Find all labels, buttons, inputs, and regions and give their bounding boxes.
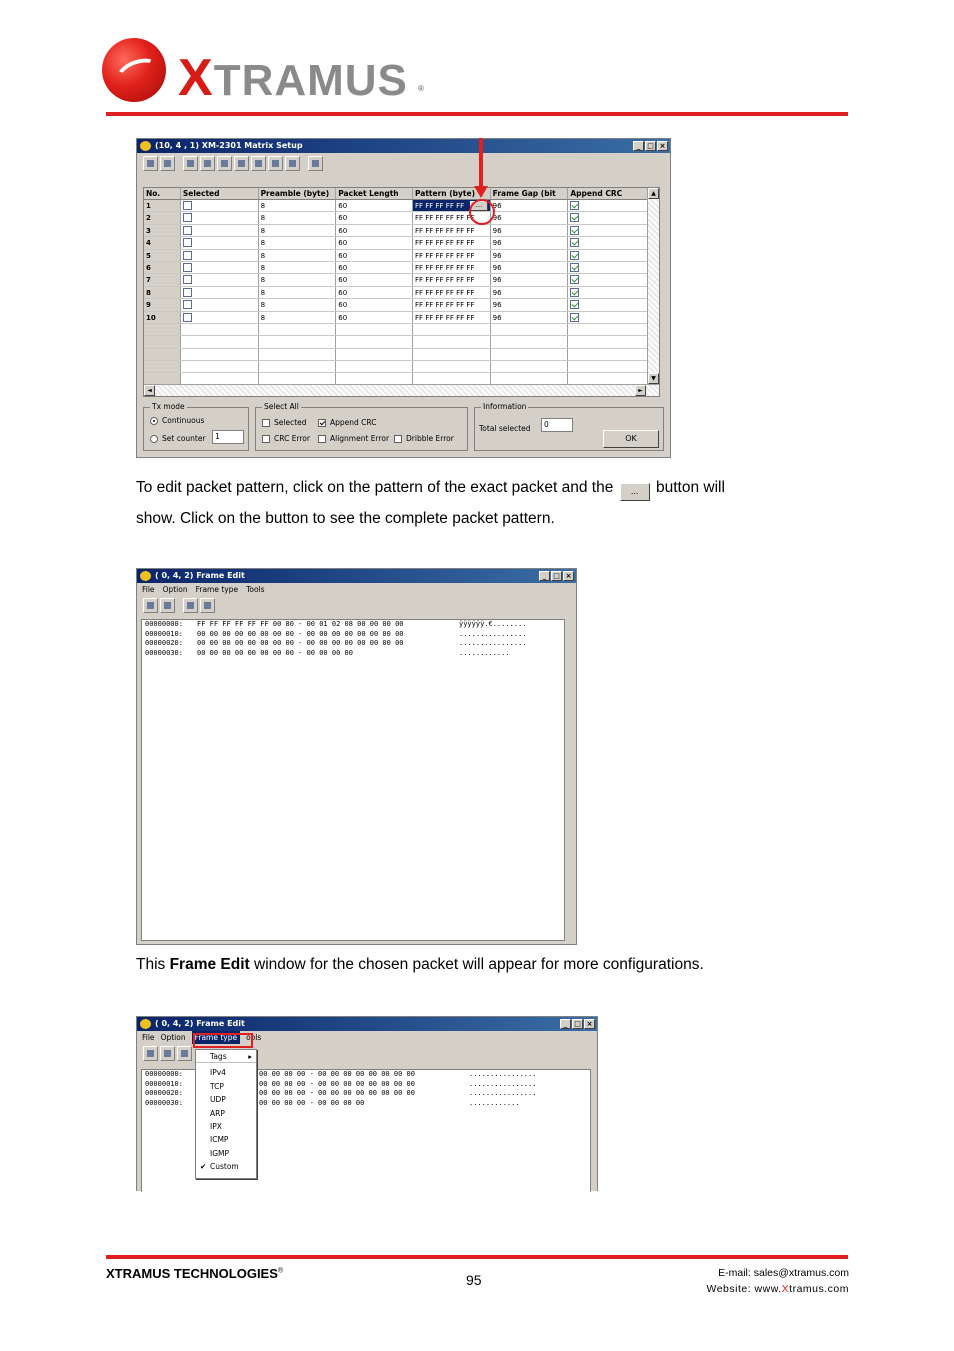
hex-address: 00000010: [145, 629, 183, 638]
row-select-checkbox[interactable] [183, 238, 192, 247]
gap-cell[interactable]: 96 [491, 262, 569, 273]
gap-cell[interactable]: 96 [491, 200, 569, 211]
length-cell[interactable]: 60 [336, 250, 413, 261]
append-crc-cell[interactable] [568, 212, 659, 223]
menu-frame-type[interactable]: Frame type [192, 1031, 241, 1044]
gap-cell[interactable]: 96 [491, 225, 569, 236]
pattern-cell[interactable]: FF FF FF FF FF FF [413, 250, 491, 261]
frame-edit-title: ( 0, 4, 2) Frame Edit [155, 571, 245, 580]
pattern-cell[interactable]: FF FF FF FF FF FF [413, 262, 491, 273]
length-cell[interactable]: 60 [336, 200, 413, 211]
frame-type-option-udp[interactable]: UDP [210, 1095, 226, 1105]
preamble-cell[interactable]: 8 [259, 225, 337, 236]
information-label: Information [483, 402, 527, 411]
hex-line[interactable] [142, 620, 564, 630]
dribble-error-checkbox[interactable]: Dribble Error [394, 434, 454, 443]
footer-email[interactable]: E-mail: sales@xtramus.com [718, 1267, 849, 1279]
selected-cell[interactable] [181, 250, 259, 261]
open-icon[interactable] [143, 1046, 158, 1061]
append-crc-cell[interactable] [568, 250, 659, 261]
hex-line[interactable] [142, 639, 564, 649]
table-row[interactable] [144, 299, 659, 311]
ellipsis-button-illustration: ... [620, 483, 650, 501]
packet-grid [143, 187, 660, 397]
frame-type-titlebar [137, 1017, 597, 1031]
find-icon[interactable] [217, 156, 232, 171]
length-cell[interactable]: 60 [336, 212, 413, 223]
close-button[interactable]: × [657, 141, 668, 151]
pattern-cell[interactable]: FF FF FF FF FF FF [413, 312, 491, 323]
hex-ascii[interactable]: ................ [469, 1079, 537, 1088]
row-select-checkbox[interactable] [183, 288, 192, 297]
hex-ascii[interactable]: ................ [459, 639, 527, 647]
information-group [474, 402, 664, 451]
append-crc-cell[interactable] [568, 312, 659, 323]
hex-ascii[interactable]: ................ [469, 1070, 537, 1078]
selected-cell[interactable] [181, 262, 259, 273]
matrix-setup-window [136, 138, 671, 458]
preamble-cell[interactable]: 8 [259, 237, 337, 248]
length-cell[interactable]: 60 [336, 287, 413, 298]
frame-icon[interactable] [251, 156, 266, 171]
length-cell[interactable]: 60 [336, 312, 413, 323]
row-append-crc-checkbox[interactable] [570, 288, 579, 297]
frame-type-option-ipx[interactable]: IPX [210, 1121, 222, 1131]
length-cell[interactable]: 60 [336, 262, 413, 273]
append-crc-checkbox[interactable]: Append CRC [318, 418, 376, 427]
row-select-checkbox[interactable] [183, 275, 192, 284]
append-crc-cell[interactable] [568, 287, 659, 298]
table-row[interactable] [144, 250, 659, 262]
hex-bytes[interactable]: 00 00 00 00 - 00 00 00 00 [259, 1098, 365, 1107]
hex-bytes[interactable]: 00 00 00 00 - 00 00 00 00 00 00 00 00 [259, 1089, 415, 1097]
row-number[interactable]: 7 [144, 274, 181, 285]
copy-icon[interactable] [177, 1046, 192, 1061]
crc-error-checkbox[interactable]: CRC Error [262, 434, 310, 443]
empty-row [144, 361, 659, 373]
selected-cell[interactable] [181, 225, 259, 236]
hex-ascii[interactable]: ................ [459, 629, 527, 638]
minimize-button[interactable]: _ [560, 1019, 571, 1029]
row-select-checkbox[interactable] [183, 213, 192, 222]
hex-ascii[interactable]: ............ [459, 648, 510, 657]
row-number[interactable]: 8 [144, 287, 181, 298]
scroll-down-icon[interactable]: ▼ [648, 373, 659, 384]
hex-ascii[interactable]: ÿÿÿÿÿÿ.€........ [459, 620, 527, 628]
frame-type-option-igmp[interactable]: IGMP [210, 1148, 230, 1158]
select-all-group [255, 402, 468, 451]
gap-cell[interactable]: 96 [491, 212, 569, 223]
hex-bytes[interactable]: 00 00 00 00 00 00 00 00 - 00 00 00 00 00 00 00 00 [197, 639, 404, 647]
instruction-paragraph-1: To edit packet pattern, click on the pattern of the exact packet and the ... button will show. Click on the button to see the complete packet pattern. [136, 479, 725, 527]
hex-editor[interactable] [141, 619, 565, 941]
open-icon[interactable] [143, 156, 158, 171]
matrix-setup-titlebar [137, 139, 670, 153]
table-row[interactable] [144, 212, 659, 224]
gap-cell[interactable]: 96 [491, 237, 569, 248]
row-number[interactable]: 9 [144, 299, 181, 310]
row-number[interactable]: 1 [144, 200, 181, 211]
selected-cell[interactable] [181, 237, 259, 248]
logo-wordmark: XTRAMUS [178, 49, 408, 107]
resize-icon[interactable] [268, 156, 283, 171]
row-select-checkbox[interactable] [183, 226, 192, 235]
col-header-selected[interactable]: Selected [181, 188, 259, 199]
row-number[interactable]: 3 [144, 225, 181, 236]
hex-address: 00000020: [145, 1089, 183, 1097]
gap-cell[interactable]: 96 [491, 250, 569, 261]
preamble-cell[interactable]: 8 [259, 262, 337, 273]
hex-address: 00000020: [145, 639, 183, 647]
save-icon[interactable] [160, 598, 175, 613]
page-number: 95 [466, 1272, 482, 1288]
logo-emblem-icon [102, 38, 166, 102]
grid-header [144, 188, 659, 200]
table-row[interactable] [144, 262, 659, 274]
row-number[interactable]: 6 [144, 262, 181, 273]
pattern-cell[interactable]: FF FF FF FF FF FF [413, 299, 491, 310]
alignment-error-checkbox[interactable]: Alignment Error [318, 434, 389, 443]
footer-website[interactable]: Website: www.Xtramus.com [706, 1283, 849, 1295]
length-cell[interactable]: 60 [336, 237, 413, 248]
save-icon[interactable] [160, 156, 175, 171]
table-row[interactable] [144, 287, 659, 299]
empty-row [144, 336, 659, 348]
row-append-crc-checkbox[interactable] [570, 213, 579, 222]
frame-type-title: ( 0, 4, 2) Frame Edit [155, 1019, 245, 1028]
grid-vertical-scrollbar[interactable] [647, 188, 659, 396]
hex-bytes[interactable]: 00 00 00 00 - 00 00 00 00 00 00 00 00 [259, 1079, 415, 1088]
hex-address: 00000030: [145, 648, 183, 657]
preamble-cell[interactable]: 8 [259, 287, 337, 298]
row-append-crc-checkbox[interactable] [570, 300, 579, 309]
menu-option[interactable]: Option [162, 585, 188, 594]
preamble-cell[interactable]: 8 [259, 212, 337, 223]
col-header-pattern[interactable]: Pattern (byte) [413, 188, 491, 199]
preamble-cell[interactable]: 8 [259, 274, 337, 285]
footer-rule [106, 1255, 848, 1259]
frame-type-option-custom[interactable]: ✔ Custom [196, 1160, 256, 1173]
edit-icon[interactable] [234, 156, 249, 171]
red-arrow-annotation [464, 136, 504, 228]
selected-checkbox[interactable]: Selected [262, 418, 307, 427]
hex-address: 00000000: [145, 620, 183, 628]
matrix-toolbar [137, 153, 670, 173]
table-row[interactable] [144, 312, 659, 324]
col-header-no[interactable]: No. [144, 188, 181, 199]
maximize-button[interactable]: □ [572, 1019, 583, 1029]
scroll-left-icon[interactable]: ◄ [144, 385, 155, 396]
selected-cell[interactable] [181, 274, 259, 285]
pattern-cell[interactable]: FF FF FF FF FF FF [413, 287, 491, 298]
gap-cell[interactable]: 96 [491, 274, 569, 285]
hex-bytes[interactable]: 00 00 00 00 00 00 00 00 - 00 00 00 00 00 00 00 00 [197, 629, 404, 638]
menu-frame-type[interactable]: Frame type [195, 585, 239, 594]
save-icon[interactable] [160, 1046, 175, 1061]
frame-edit-menubar [137, 583, 576, 596]
copy-icon[interactable] [183, 598, 198, 613]
frame-edit-titlebar [137, 569, 576, 583]
tx-mode-label: Tx mode [152, 402, 185, 411]
pattern-cell[interactable]: FF FF FF FF FF FF [413, 274, 491, 285]
append-crc-cell[interactable] [568, 262, 659, 273]
col-header-crc[interactable]: Append CRC [568, 188, 659, 199]
length-cell[interactable]: 60 [336, 299, 413, 310]
row-select-checkbox[interactable] [183, 300, 192, 309]
maximize-button[interactable]: □ [645, 141, 656, 151]
selected-cell[interactable] [181, 200, 259, 211]
app-icon [140, 141, 151, 151]
close-button[interactable]: × [563, 571, 574, 581]
row-append-crc-checkbox[interactable] [570, 313, 579, 322]
row-select-checkbox[interactable] [183, 201, 192, 210]
frame-type-highlight [193, 1033, 253, 1048]
row-append-crc-checkbox[interactable] [570, 238, 579, 247]
total-selected-label: Total selected [479, 424, 531, 433]
row-append-crc-checkbox[interactable] [570, 226, 579, 235]
row-append-crc-checkbox[interactable] [570, 201, 579, 210]
selected-cell[interactable] [181, 299, 259, 310]
empty-row [144, 324, 659, 336]
table-row[interactable] [144, 225, 659, 237]
gap-cell[interactable]: 96 [491, 312, 569, 323]
grid-horizontal-scrollbar[interactable] [144, 384, 659, 396]
append-crc-cell[interactable] [568, 299, 659, 310]
hex-bytes[interactable]: FF FF FF FF FF FF 00 80 - 00 01 02 08 00 00 00 00 [197, 620, 404, 628]
pattern-cell[interactable]: FF FF FF FF FF [413, 200, 491, 211]
pattern-cell[interactable]: FF FF FF FF FF FF [413, 225, 491, 236]
logo-registered-mark: ® [418, 84, 424, 93]
counter-input[interactable]: 1 [212, 430, 244, 444]
continuous-radio[interactable]: Continuous [150, 416, 204, 425]
length-cell[interactable]: 60 [336, 274, 413, 285]
instruction-paragraph-2: This Frame Edit window for the chosen packet will appear for more configurations. [136, 956, 704, 973]
menu-tools[interactable]: ools [246, 1033, 262, 1042]
scroll-right-icon[interactable]: ► [635, 385, 646, 396]
menu-file[interactable]: File [142, 585, 155, 594]
footer-company: XTRAMUS TECHNOLOGIES® [106, 1266, 284, 1281]
hex-ascii[interactable]: ............ [469, 1098, 520, 1107]
xtramus-logo [102, 38, 432, 108]
preamble-cell[interactable]: 8 [259, 312, 337, 323]
row-number[interactable]: 2 [144, 212, 181, 223]
submenu-arrow-icon: ▸ [248, 1052, 252, 1061]
matrix-setup-title: (10, 4 , 1) XM-2301 Matrix Setup [155, 141, 303, 150]
close-button[interactable]: × [584, 1019, 595, 1029]
row-select-checkbox[interactable] [183, 313, 192, 322]
frame-edit-toolbar [137, 596, 576, 614]
pattern-cell[interactable]: FF FF FF FF FF FF [413, 237, 491, 248]
frame-type-option-ipv4[interactable]: IPv4 [210, 1068, 226, 1078]
total-selected-value: 0 [541, 418, 573, 432]
gap-cell[interactable]: 96 [491, 287, 569, 298]
length-cell[interactable]: 60 [336, 225, 413, 236]
col-header-gap[interactable]: Frame Gap (bit [491, 188, 569, 199]
tx-mode-group [143, 402, 249, 451]
row-number[interactable]: 4 [144, 237, 181, 248]
preamble-cell[interactable]: 8 [259, 250, 337, 261]
menu-file[interactable]: File [142, 1033, 155, 1042]
select-all-label: Select All [264, 402, 299, 411]
maximize-button[interactable]: □ [551, 571, 562, 581]
paste-icon[interactable] [200, 598, 215, 613]
hex-ascii[interactable]: ................ [469, 1089, 537, 1097]
hex-bytes[interactable]: 00 00 00 00 - 00 00 00 00 00 00 00 00 [259, 1070, 415, 1078]
append-crc-cell[interactable] [568, 237, 659, 248]
row-select-checkbox[interactable] [183, 263, 192, 272]
pattern-ellipsis-button[interactable]: ... [470, 201, 488, 211]
frame-edit-window [136, 568, 577, 945]
row-append-crc-checkbox[interactable] [570, 251, 579, 260]
frame-type-option-arp[interactable]: ARP [210, 1108, 225, 1118]
row-append-crc-checkbox[interactable] [570, 263, 579, 272]
menu-option[interactable]: Option [160, 1033, 186, 1042]
app-icon [140, 571, 151, 581]
flag-icon[interactable] [285, 156, 300, 171]
selected-cell[interactable] [181, 312, 259, 323]
menu-tools[interactable]: Tools [246, 585, 265, 594]
check-icon: ✔ [200, 1162, 207, 1172]
table-row[interactable] [144, 237, 659, 249]
preamble-cell[interactable]: 8 [259, 299, 337, 310]
frame-type-dropdown [195, 1049, 257, 1179]
hex-address: 00000000: [145, 1070, 183, 1078]
minimize-button[interactable]: _ [539, 571, 550, 581]
row-append-crc-checkbox[interactable] [570, 275, 579, 284]
preamble-cell[interactable]: 8 [259, 200, 337, 211]
ok-button[interactable]: OK [603, 430, 659, 448]
gap-cell[interactable]: 96 [491, 299, 569, 310]
paste-icon[interactable] [200, 156, 215, 171]
table-row[interactable] [144, 274, 659, 286]
selected-cell[interactable] [181, 287, 259, 298]
hex-address: 00000030: [145, 1098, 183, 1107]
row-number[interactable]: 5 [144, 250, 181, 261]
copy-icon[interactable] [183, 156, 198, 171]
append-crc-cell[interactable] [568, 200, 659, 211]
append-crc-cell[interactable] [568, 274, 659, 285]
app-icon [140, 1019, 151, 1029]
scroll-up-icon[interactable]: ▲ [648, 188, 659, 199]
hex-bytes[interactable]: 00 00 00 00 00 00 00 00 - 00 00 00 00 [197, 648, 353, 657]
row-number[interactable]: 10 [144, 312, 181, 323]
set-counter-radio[interactable]: Set counter [150, 434, 206, 443]
table-row[interactable] [144, 200, 659, 212]
hex-line[interactable] [142, 649, 564, 659]
pattern-cell[interactable]: FF FF FF FF FF FF [413, 212, 491, 223]
open-icon[interactable] [143, 598, 158, 613]
col-header-preamble[interactable]: Preamble (byte) [259, 188, 337, 199]
header-rule [106, 112, 848, 116]
frame-type-option-icmp[interactable]: ICMP [210, 1135, 229, 1145]
row-select-checkbox[interactable] [183, 251, 192, 260]
frame-type-option-tcp[interactable]: TCP [210, 1081, 224, 1091]
append-crc-cell[interactable] [568, 225, 659, 236]
minimize-button[interactable]: _ [633, 141, 644, 151]
frame-type-option-tags[interactable]: Tags ▸ [196, 1050, 256, 1063]
selected-cell[interactable] [181, 212, 259, 223]
col-header-length[interactable]: Packet Length [336, 188, 413, 199]
more-icon[interactable] [308, 156, 323, 171]
hex-address: 00000010: [145, 1079, 183, 1088]
empty-row [144, 349, 659, 361]
hex-line[interactable] [142, 630, 564, 640]
